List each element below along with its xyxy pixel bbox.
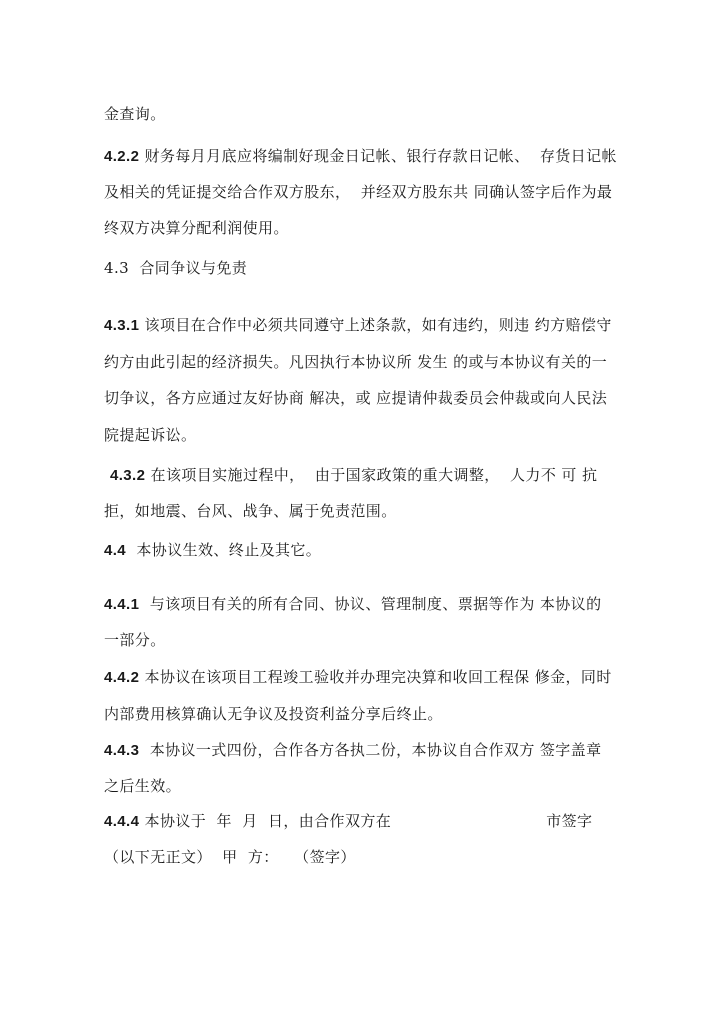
clause-4-4-4: 4.4.4 本协议于 年 月 日，由合作双方在 市签字 bbox=[104, 812, 593, 830]
clause-number: 4.3.1 bbox=[104, 317, 140, 334]
text-line: 拒，如地震、台风、战争、属于免责范围。 bbox=[104, 502, 397, 520]
signature-line: （以下无正文） 甲 方： （签字） bbox=[104, 848, 356, 866]
clause-4-4-3: 4.4.3 本协议一式四份，合作各方各执二份，本协议自合作双方 签字盖章 bbox=[104, 741, 602, 759]
clause-4-4-1: 4.4.1 与该项目有关的所有合同、协议、管理制度、票据等作为 本协议的 bbox=[104, 595, 602, 613]
text-line: 之后生效。 bbox=[104, 777, 182, 795]
clause-4-3-1: 4.3.1 该项目在合作中必须共同遵守上述条款，如有违约，则违 约方赔偿守 bbox=[104, 316, 612, 334]
clause-number: 4.4.1 bbox=[104, 596, 140, 613]
text-line: 切争议，各方应通过友好协商 解决，或 应提请仲裁委员会仲裁或向人民法 bbox=[104, 389, 608, 407]
clause-4-2-2: 4.2.2 财务每月月底应将编制好现金日记帐、银行存款日记帐、 存货日记帐 bbox=[104, 147, 617, 165]
text-line: 内部费用核算确认无争议及投资利益分享后终止。 bbox=[104, 705, 443, 723]
text-line: 终双方决算分配利润使用。 bbox=[104, 219, 289, 237]
text-line: 一部分。 bbox=[104, 631, 166, 649]
clause-number: 4.4 bbox=[104, 542, 127, 559]
text-line: 约方由此引起的经济损失。凡因执行本协议所 发生 的或与本协议有关的一 bbox=[104, 353, 608, 371]
clause-number: 4.3.2 bbox=[110, 467, 146, 484]
text-line: 及相关的凭证提交给合作双方股东， 并经双方股东共 同确认签字后作为最 bbox=[104, 183, 613, 201]
clause-number: 4.4.2 bbox=[104, 669, 140, 686]
text-line: 金查询。 bbox=[104, 105, 166, 123]
text-line: 院提起诉讼。 bbox=[104, 426, 197, 444]
clause-number: 4.2.2 bbox=[104, 148, 140, 165]
clause-number: 4.4.4 bbox=[104, 813, 140, 830]
clause-4-3-2: 4.3.2 在该项目实施过程中， 由于国家政策的重大调整， 人力不 可 抗 bbox=[110, 466, 598, 484]
clause-4-4-2: 4.4.2 本协议在该项目工程竣工验收并办理完决算和收回工程保 修金，同时 bbox=[104, 668, 612, 686]
clause-number: 4.4.3 bbox=[104, 742, 140, 759]
section-heading-4-3: 4.3 合同争议与免责 bbox=[104, 259, 248, 277]
section-heading-4-4: 4.4 本协议生效、终止及其它。 bbox=[104, 541, 322, 559]
